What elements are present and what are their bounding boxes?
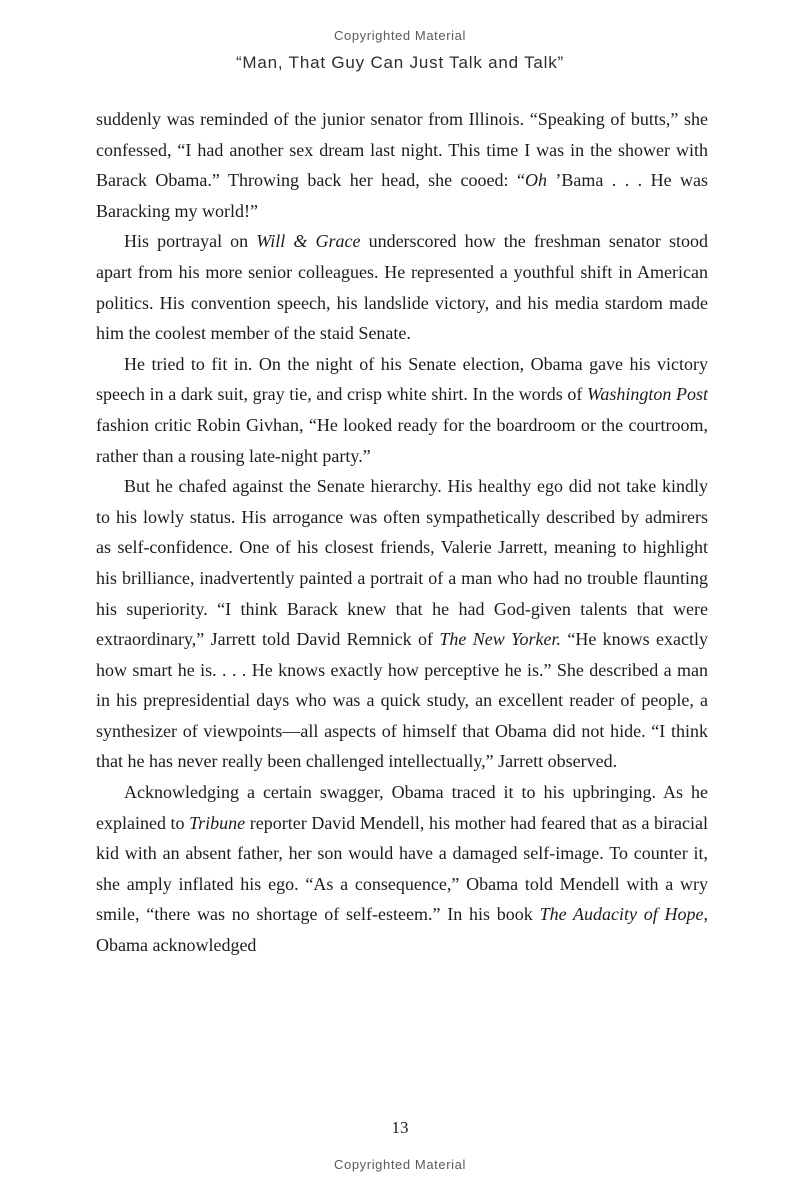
paragraph: But he chafed against the Senate hierarchy. His healthy ego did not take kindly to his lowly status. His arrogance was often sympathetically described by admirers as self-confidence. One of his closest friends, Valerie Jarrett, meaning to highlight his brilliance, inadvertently painted a portrait of a man who had no trouble flaunting his superiority. “I think Barack knew that he had God-given talents that were extraordinary,” Jarrett told David Remnick of The New Yorker. “He knows exactly how smart he is. . . . He knows exactly how perceptive he is.” She described a man in his prepresidential days who was a quick study, an excellent reader of people, a synthesizer of viewpoints—all aspects of himself that Obama did not hide. “I think that he has never really been challenged intellectually,” Jarrett observed. <box>96 476 709 772</box>
paragraph: His portrayal on Will & Grace underscored how the freshman senator stood apart from his more senior colleagues. He represented a youthful shift in American politics. His convention speech, his landslide victory, and his media stardom made him the coolest member of the staid Senate. <box>96 231 708 344</box>
italic-text: Oh <box>524 170 547 191</box>
italic-text: Will & Grace <box>256 231 361 252</box>
paragraph: Acknowledging a certain swagger, Obama traced it to his upbringing. As he explained to Tribune reporter David Mendell, his mother had feared that as a biracial kid with an absent father, her son would have a damaged self-image. To counter it, she amply inflated his ego. “As a consequence,” Obama told Mendell with a wry smile, “there was no shortage of self-esteem.” In his book The Audacity of Hope, Obama acknowledged <box>96 782 709 956</box>
page-number: 13 <box>391 1118 409 1137</box>
copyright-notice-top: Copyrighted Material <box>334 28 466 43</box>
italic-text: Washington Post <box>587 384 708 405</box>
chapter-title: “Man, That Guy Can Just Talk and Talk” <box>235 53 565 72</box>
paragraph: He tried to fit in. On the night of his Senate election, Obama gave his victory speech in a dark suit, gray tie, and crisp white shirt. In the words of Washington Post fashion critic Robin Givhan, “He looked ready for the boardroom or the courtroom, rather than a rousing late-night party.” <box>96 353 708 466</box>
paragraph: suddenly was reminded of the junior senator from Illinois. “Speaking of butts,” she confessed, “I had another sex dream last night. This time I was in the shower with Barack Obama.” Throwing back her head, she cooed: “Oh ’Bama . . . He was Baracking my world!” <box>96 109 708 221</box>
italic-text: The New Yorker. <box>439 629 561 650</box>
italic-text: Tribune <box>189 812 246 833</box>
italic-text: The Audacity of Hope <box>539 904 704 925</box>
body-text <box>96 104 708 961</box>
copyright-notice-bottom: Copyrighted Material <box>334 1157 466 1172</box>
